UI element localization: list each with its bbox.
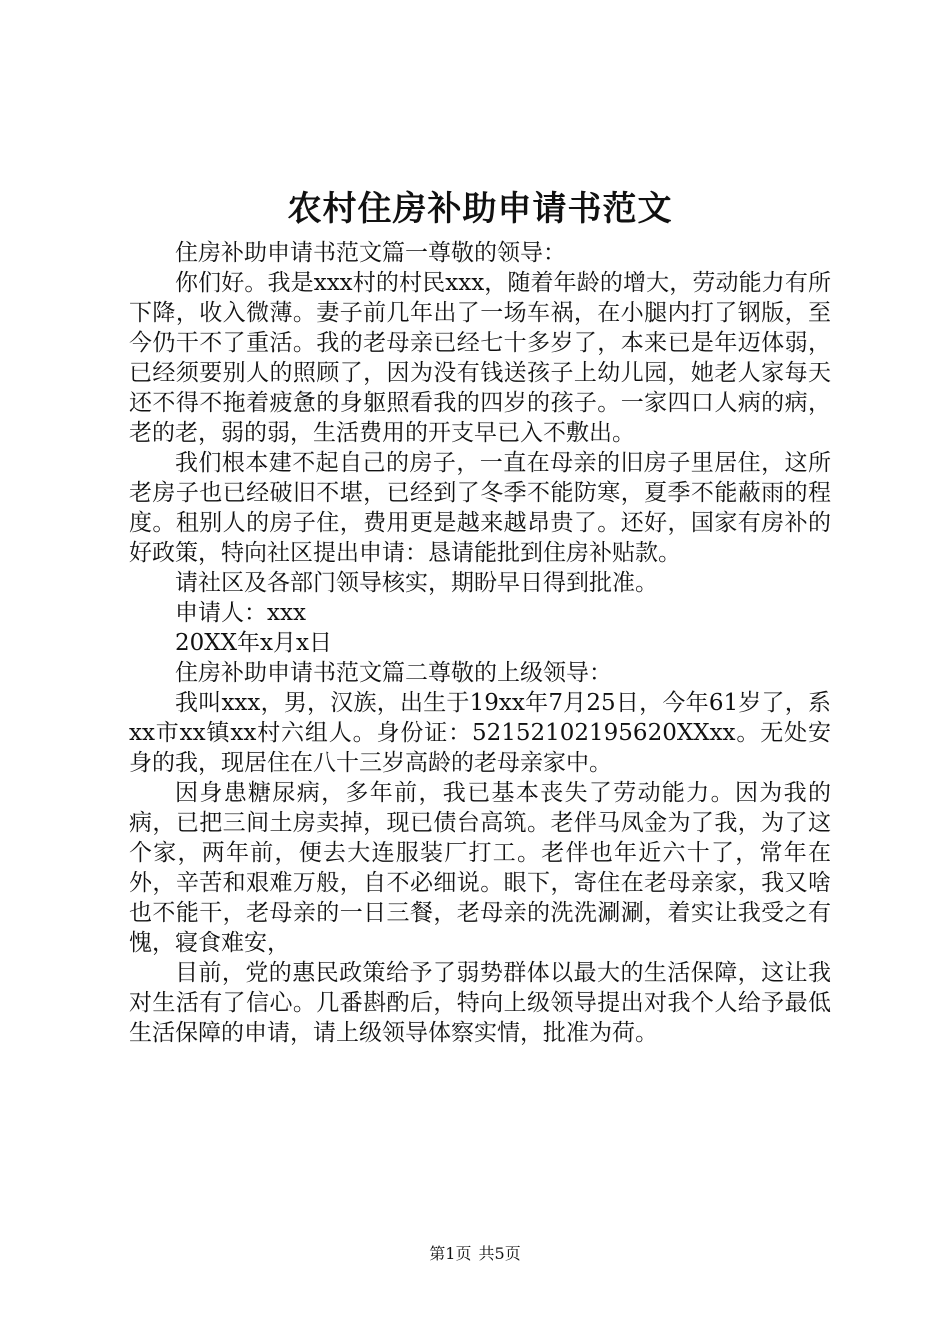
applicant-line: 申请人：xxx [175,600,306,626]
document-page [129,0,831,1048]
paragraph-8: 我叫xxx，男，汉族，出生于19xx年7月25日，今年61岁了，系xx市xx镇xx村六组人。身份证：52152102195620XXxx。无处安身的我，现居住在八十三岁高龄的老母亲家中。 [129,690,831,776]
paragraph-4: 请社区及各部门领导核实，期盼早日得到批准。 [175,570,658,596]
paragraph-2: 你们好。我是xxx村的村民xxx，随着年龄的增大，劳动能力有所下降，收入微薄。妻子前几年出了一场车祸，在小腿内打了钢版，至今仍干不了重活。我的老母亲已经七十多岁了，本来已是年迈体弱，已经须要别人的照顾了，因为没有钱送孩子上幼儿园，她老人家每天还不得不拖着疲惫的身躯照看我的四岁的孩子。一家四口人病的病，老的老，弱的弱，生活费用的开支早已入不敷出。 [129,270,831,446]
document-title: 农村住房补助申请书范文 [287,189,673,229]
page-footer [0,1244,950,1264]
date-line: 20XX年x月x日 [175,630,332,656]
paragraph-9: 因身患糖尿病，多年前，我已基本丧失了劳动能力。因为我的病，已把三间土房卖掉，现已债台高筑。老伴马凤金为了我，为了这个家，两年前，便去大连服装厂打工。老伴也年近六十了，常年在外，辛苦和艰难万般，自不必细说。眼下，寄住在老母亲家，我又啥也不能干，老母亲的一日三餐，老母亲的洗洗涮涮，着实让我受之有愧，寝食难安， [129,780,831,956]
paragraph-7: 住房补助申请书范文篇二尊敬的上级领导： [175,660,612,686]
document-body [129,238,831,1048]
page-total: 共5页 [478,1244,521,1263]
paragraph-3: 我们根本建不起自己的房子，一直在母亲的旧房子里居住，这所老房子也已经破旧不堪，已经到了冬季不能防寒，夏季不能蔽雨的程度。租别人的房子住，费用更是越来越昂贵了。还好，国家有房补的好政策，特向社区提出申请：恳请能批到住房补贴款。 [129,450,831,566]
page-number: 第1页 [429,1244,472,1263]
paragraph-10: 目前，党的惠民政策给予了弱势群体以最大的生活保障，这让我对生活有了信心。几番斟酌后，特向上级领导提出对我个人给予最低生活保障的申请，请上级领导体察实情，批准为荷。 [129,960,831,1046]
paragraph-1: 住房补助申请书范文篇一尊敬的领导： [175,240,566,266]
